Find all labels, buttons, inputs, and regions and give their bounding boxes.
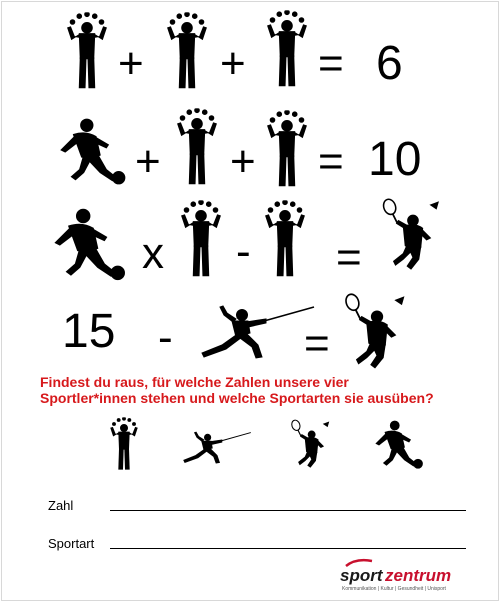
sportart-label: Sportart	[48, 536, 95, 551]
juggler-figure	[168, 108, 226, 186]
sportzentrum-logo	[340, 560, 490, 598]
result-number: 10	[368, 133, 422, 186]
logo-word-zentrum: zentrum	[385, 566, 452, 585]
juggler-figure	[158, 12, 216, 90]
times-operator: x	[142, 229, 164, 278]
juggler-figure	[258, 110, 316, 188]
logo-word-sport: sport	[340, 566, 383, 585]
fencer-figure	[196, 300, 316, 362]
badminton-figure	[340, 292, 412, 374]
equals-operator: =	[304, 319, 330, 368]
result-number: 6	[376, 37, 403, 90]
question-line-1: Findest du raus, für welche Zahlen unsere vier	[40, 374, 349, 390]
juggler-figure	[258, 10, 316, 88]
juggler-figure	[104, 416, 144, 472]
minus-operator: -	[158, 313, 173, 362]
footballer-figure	[370, 418, 430, 472]
plus-operator: +	[230, 137, 256, 186]
question-line-2: Sportler*innen stehen und welche Sportarten sie ausüben?	[40, 390, 434, 406]
badminton-figure	[288, 418, 334, 472]
number-fifteen: 15	[62, 305, 116, 358]
zahl-label: Zahl	[48, 498, 74, 513]
footballer-figure	[46, 206, 136, 284]
equals-operator: =	[318, 39, 344, 88]
plus-operator: +	[220, 39, 246, 88]
juggler-figure	[58, 12, 116, 90]
badminton-figure	[378, 196, 446, 276]
plus-operator: +	[135, 137, 161, 186]
zahl-answer-line[interactable]	[110, 510, 466, 511]
logo-tagline: Kommunikation | Kultur | Gesundheit | Unisport	[342, 586, 446, 592]
sportart-answer-line[interactable]	[110, 548, 466, 549]
fencer-figure	[180, 428, 252, 466]
equals-operator: =	[318, 137, 344, 186]
plus-operator: +	[118, 39, 144, 88]
minus-operator: -	[236, 227, 251, 276]
juggler-figure	[256, 200, 314, 278]
footballer-figure	[52, 116, 136, 188]
juggler-figure	[172, 200, 230, 278]
equals-operator: =	[336, 233, 362, 282]
